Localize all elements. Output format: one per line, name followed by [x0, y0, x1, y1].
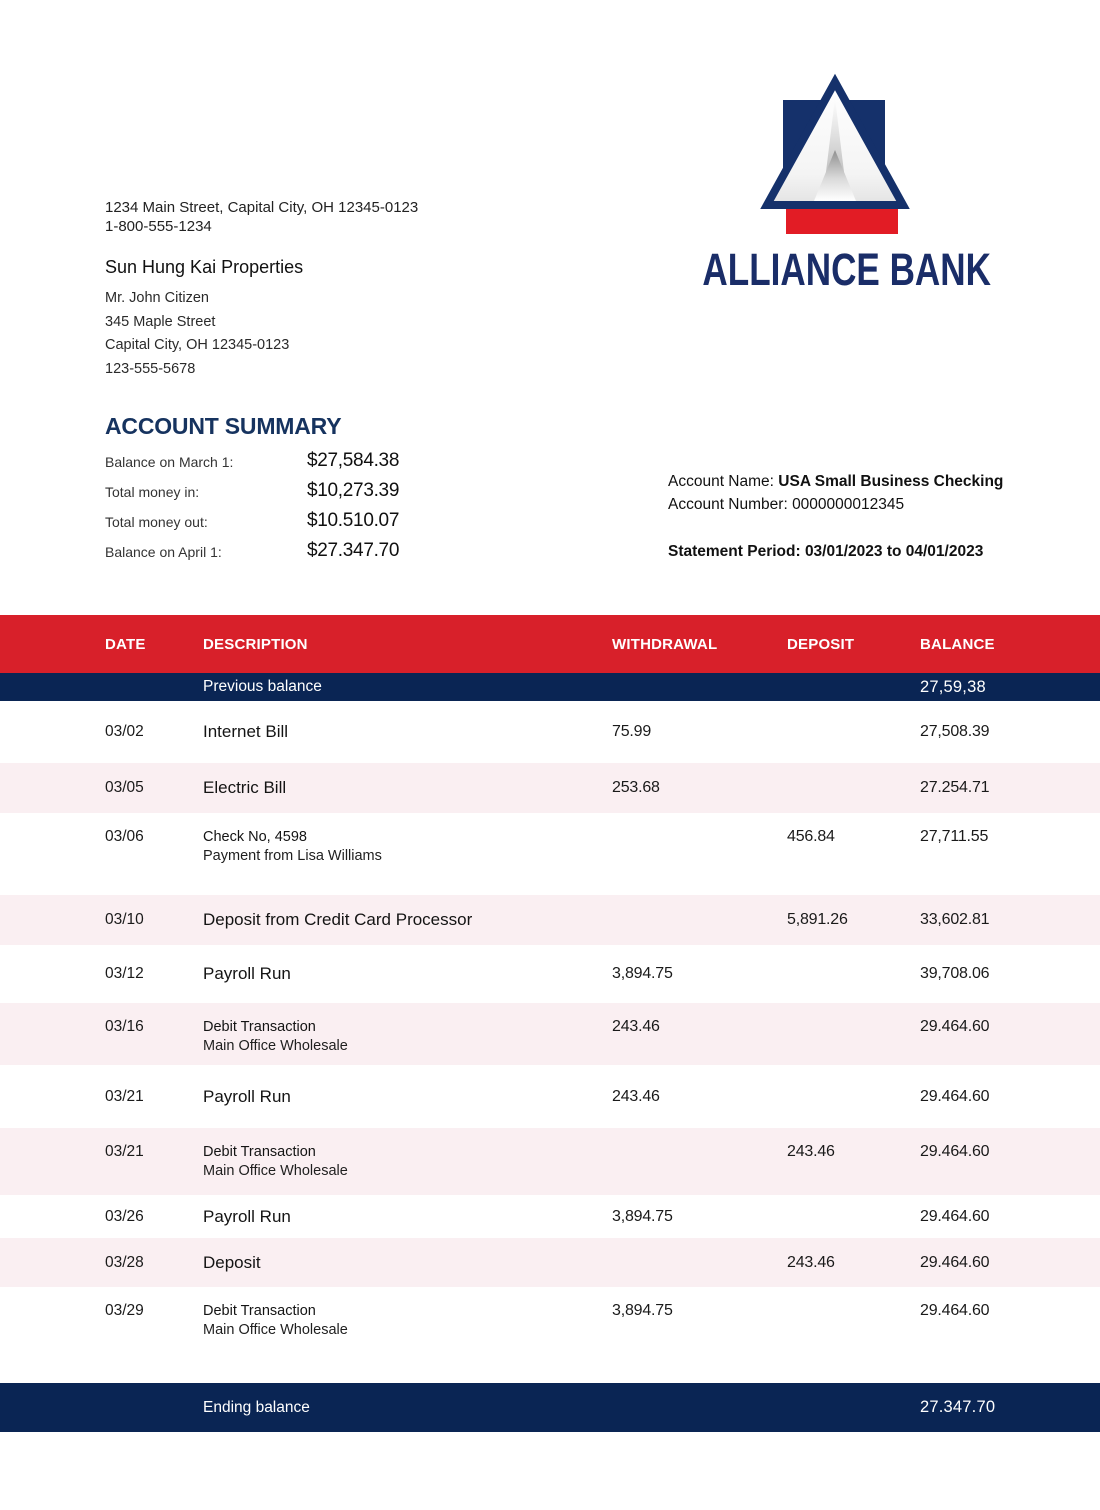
transaction-balance: 29.464.60	[920, 1253, 990, 1271]
table-row	[0, 1195, 1100, 1238]
alliance-bank-logo-icon	[665, 72, 1005, 242]
transaction-date: 03/26	[105, 1207, 144, 1225]
transactions-table	[0, 615, 1100, 1432]
transaction-description: Check No, 4598	[203, 829, 307, 845]
transaction-withdrawal: 3,894.75	[612, 965, 673, 982]
summary-row	[105, 540, 525, 570]
table-row	[0, 895, 1100, 945]
bank-logo	[665, 72, 1005, 302]
transaction-date: 03/29	[105, 1302, 144, 1319]
transaction-withdrawal: 3,894.75	[612, 1207, 673, 1225]
transaction-withdrawal: 3,894.75	[612, 1302, 673, 1319]
header-deposit: DEPOSIT	[787, 635, 855, 653]
table-header-row	[0, 615, 1100, 673]
previous-balance-label: Previous balance	[203, 678, 322, 695]
transaction-balance: 29.464.60	[920, 1207, 990, 1225]
transaction-withdrawal: 253.68	[612, 779, 660, 796]
transaction-date: 03/16	[105, 1018, 144, 1035]
summary-row	[105, 450, 525, 480]
table-row	[0, 1238, 1100, 1287]
table-row	[0, 1003, 1100, 1065]
transaction-description: Deposit	[203, 1252, 261, 1272]
customer-block	[105, 255, 303, 381]
summary-value: $27,584.38	[307, 450, 400, 471]
header-withdrawal: WITHDRAWAL	[612, 635, 718, 653]
transaction-balance: 29.464.60	[920, 1018, 990, 1035]
summary-label: Total money in:	[105, 484, 200, 500]
transaction-withdrawal: 75.99	[612, 723, 652, 740]
table-row	[0, 1287, 1100, 1383]
customer-name: Mr. John Citizen	[105, 290, 209, 306]
transaction-deposit: 5,891.26	[787, 911, 848, 928]
transaction-description: Payroll Run	[203, 1206, 291, 1226]
account-name-value: USA Small Business Checking	[778, 473, 1004, 490]
customer-company: Sun Hung Kai Properties	[105, 257, 304, 277]
customer-street: 345 Maple Street	[105, 313, 216, 330]
transaction-withdrawal: 243.46	[612, 1018, 660, 1035]
transaction-description: Payroll Run	[203, 1086, 291, 1106]
account-summary-block	[105, 450, 525, 570]
table-row	[0, 813, 1100, 895]
transaction-balance: 27,711.55	[920, 828, 989, 845]
transaction-balance: 29.464.60	[920, 1087, 990, 1105]
bank-contact-block	[105, 198, 418, 236]
summary-label: Balance on March 1:	[105, 454, 234, 470]
account-number-line	[668, 493, 1068, 516]
transaction-balance: 29.464.60	[920, 1302, 990, 1319]
account-name-label: Account Name:	[668, 473, 779, 490]
table-row	[0, 945, 1100, 1003]
transaction-description: Debit Transaction	[203, 1144, 316, 1160]
account-summary-title: ACCOUNT SUMMARY	[105, 413, 342, 439]
transaction-date: 03/21	[105, 1087, 144, 1105]
header-date: DATE	[105, 635, 146, 653]
table-row	[0, 763, 1100, 813]
account-number-label: Account Number:	[668, 496, 793, 513]
transaction-description: Deposit from Credit Card Processor	[203, 910, 473, 929]
transaction-deposit: 243.46	[787, 1143, 835, 1160]
transaction-description: Debit Transaction	[203, 1303, 316, 1319]
transaction-date: 03/06	[105, 828, 144, 845]
transaction-deposit: 243.46	[787, 1253, 835, 1271]
transaction-description-line2: Main Office Wholesale	[203, 1037, 348, 1054]
transaction-date: 03/05	[105, 779, 144, 796]
transaction-deposit: 456.84	[787, 828, 835, 845]
transaction-description: Payroll Run	[203, 964, 291, 983]
customer-phone: 123-555-5678	[105, 360, 196, 377]
transaction-date: 03/12	[105, 965, 144, 982]
header-description: DESCRIPTION	[203, 635, 308, 653]
transaction-balance: 29.464.60	[920, 1143, 990, 1160]
transaction-description-line2: Main Office Wholesale	[203, 1321, 348, 1338]
transaction-withdrawal: 243.46	[612, 1087, 660, 1105]
transaction-description: Debit Transaction	[203, 1019, 316, 1035]
transaction-date: 03/10	[105, 911, 144, 928]
transaction-balance: 27,508.39	[920, 723, 990, 740]
ending-balance-row	[0, 1383, 1100, 1432]
table-row	[0, 1128, 1100, 1195]
transaction-date: 03/21	[105, 1143, 144, 1160]
summary-label: Balance on April 1:	[105, 544, 222, 560]
summary-value: $27.347.70	[307, 540, 400, 561]
statement-period: Statement Period: 03/01/2023 to 04/01/2023	[668, 543, 984, 560]
table-row	[0, 701, 1100, 763]
account-number-value: 0000000012345	[792, 496, 905, 513]
summary-value: $10,273.39	[307, 480, 400, 501]
ending-balance-label: Ending balance	[203, 1398, 310, 1416]
transaction-description: Electric Bill	[203, 778, 287, 797]
ending-balance-value: 27.347.70	[920, 1398, 996, 1416]
summary-label: Total money out:	[105, 514, 208, 530]
transaction-balance: 27.254.71	[920, 779, 990, 796]
bank-address: 1234 Main Street, Capital City, OH 12345-0123	[105, 199, 419, 216]
summary-row	[105, 480, 525, 510]
previous-balance-value: 27,59,38	[920, 677, 986, 696]
transaction-date: 03/02	[105, 723, 144, 740]
table-row	[0, 1065, 1100, 1128]
account-info-block	[668, 470, 1068, 563]
header-balance: BALANCE	[920, 635, 995, 653]
transaction-description: Internet Bill	[203, 722, 289, 741]
transaction-description-line2: Main Office Wholesale	[203, 1162, 348, 1179]
transaction-balance: 33,602.81	[920, 911, 990, 928]
previous-balance-row	[0, 673, 1100, 701]
bank-name-text: ALLIANCE BANK	[702, 244, 991, 295]
account-name-line	[668, 470, 1068, 493]
transaction-date: 03/28	[105, 1253, 144, 1271]
transaction-description-line2: Payment from Lisa Williams	[203, 847, 382, 864]
customer-city: Capital City, OH 12345-0123	[105, 337, 290, 353]
summary-value: $10.510.07	[307, 510, 400, 531]
bank-phone: 1-800-555-1234	[105, 218, 212, 235]
transaction-balance: 39,708.06	[920, 965, 990, 982]
summary-row	[105, 510, 525, 540]
